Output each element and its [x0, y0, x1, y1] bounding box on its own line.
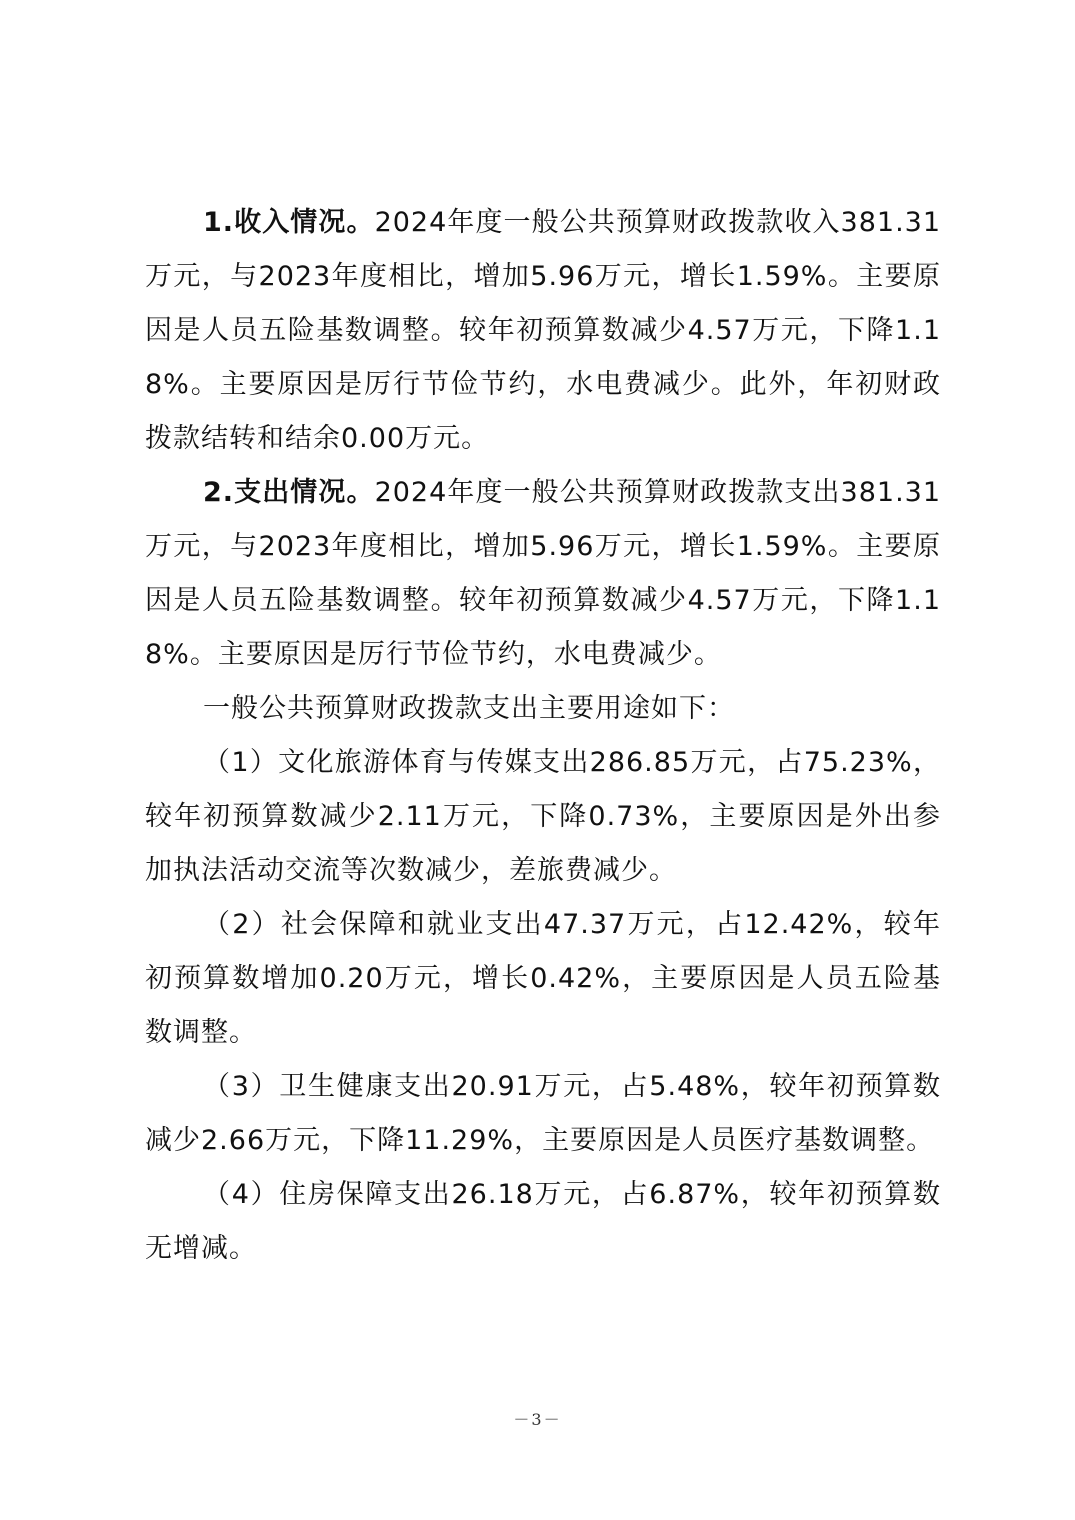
paragraph-text-expenditure: 2024年度一般公共预算财政拨款支出381.31万元，与2023年度相比，增加5.96万元，增长1.59%。主要原因是人员五险基数调整。较年初预算数减少4.57万元，下降1.18%。主要原因是厉行节俭节约，水电费减少。 [145, 477, 942, 670]
paragraph-item-culture [145, 736, 941, 898]
paragraph-item-housing [145, 1168, 941, 1276]
paragraph-heading-income: 1.收入情况。 [203, 207, 375, 238]
paragraph-expenditure [145, 466, 941, 682]
paragraph-item-social-security [145, 898, 941, 1060]
paragraph-usage-intro [145, 682, 941, 736]
paragraph-text-usage-intro: 一般公共预算财政拨款支出主要用途如下： [203, 693, 735, 724]
paragraph-heading-expenditure: 2.支出情况。 [203, 477, 375, 508]
paragraph-text-culture: （1）文化旅游体育与传媒支出286.85万元，占75.23%，较年初预算数减少2.11万元，下降0.73%，主要原因是外出参加执法活动交流等次数减少，差旅费减少。 [145, 747, 941, 886]
page-number: －3－ [513, 1410, 562, 1429]
paragraph-income [145, 196, 941, 466]
paragraph-text-health: （3）卫生健康支出20.91万元，占5.48%，较年初预算数减少2.66万元，下降11.29%，主要原因是人员医疗基数调整。 [145, 1071, 941, 1156]
paragraph-item-health [145, 1060, 941, 1168]
paragraph-text-social-security: （2）社会保障和就业支出47.37万元，占12.42%，较年初预算数增加0.20万元，增长0.42%，主要原因是人员五险基数调整。 [145, 909, 941, 1048]
document-body [145, 196, 941, 1276]
paragraph-text-housing: （4）住房保障支出26.18万元，占6.87%，较年初预算数无增减。 [145, 1179, 941, 1264]
paragraph-text-income: 2024年度一般公共预算财政拨款收入381.31万元，与2023年度相比，增加5.96万元，增长1.59%。主要原因是人员五险基数调整。较年初预算数减少4.57万元，下降1.18%。主要原因是厉行节俭节约，水电费减少。此外，年初财政拨款结转和结余0.00万元。 [145, 207, 942, 454]
